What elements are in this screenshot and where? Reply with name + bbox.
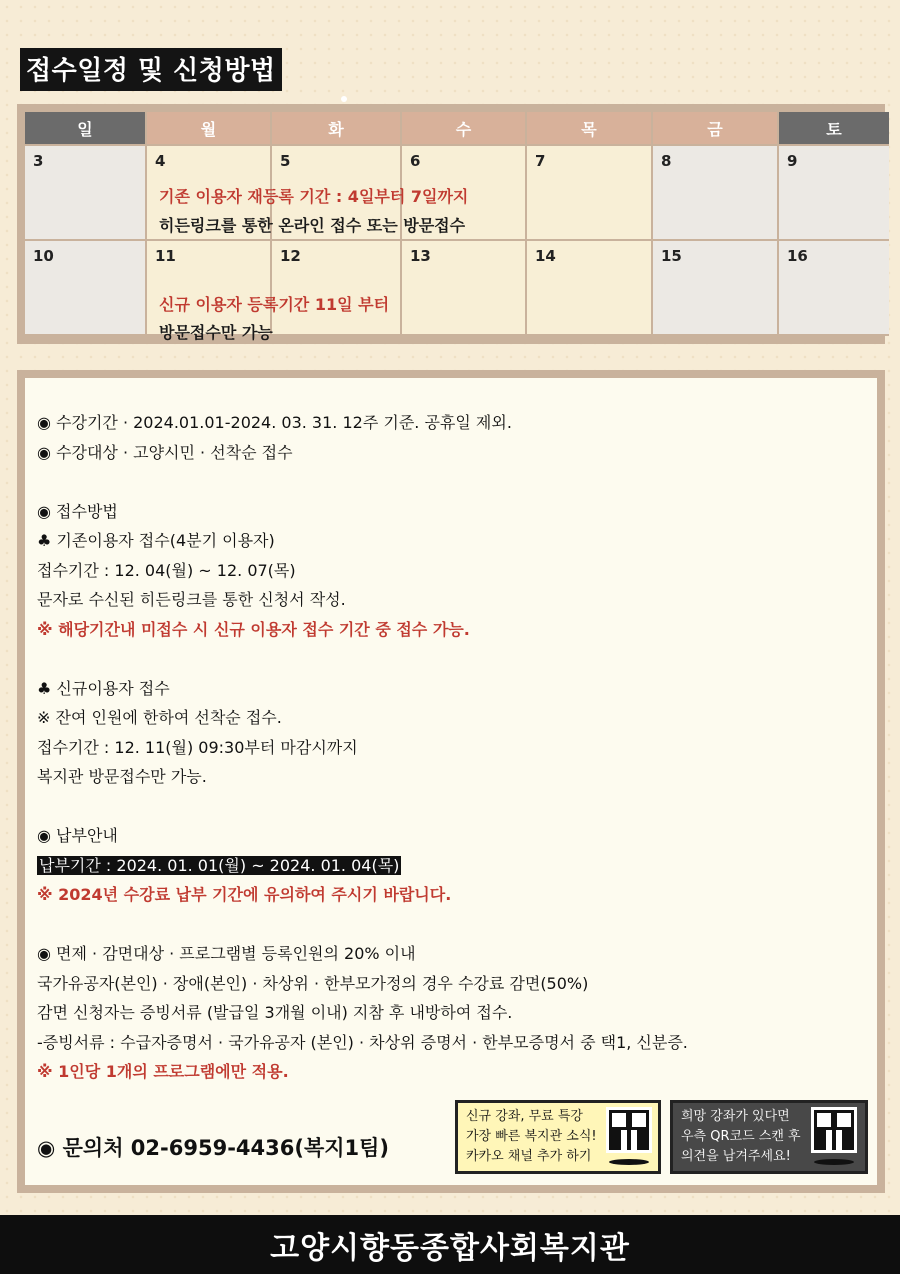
qr-code-icon[interactable] bbox=[606, 1107, 652, 1153]
spacer bbox=[37, 467, 865, 497]
day-header-thu: 목 bbox=[527, 112, 651, 146]
spacer bbox=[37, 644, 865, 674]
discount-eligibility: 국가유공자(본인) · 장애(본인) · 차상위 · 한부모가정의 경우 수강료 감면(50%) bbox=[37, 973, 589, 993]
date-cell: 7 bbox=[527, 146, 651, 241]
payment-heading: ◉ 납부안내 bbox=[37, 826, 118, 845]
qr-code-icon[interactable] bbox=[811, 1107, 857, 1153]
survey-line: 의견을 남겨주세요! bbox=[681, 1149, 791, 1164]
payment-warning: ※ 2024년 수강료 납부 기간에 유의하여 주시기 바랍니다. bbox=[37, 885, 452, 904]
qr-stand-icon bbox=[609, 1159, 649, 1165]
discount-documents: -증빙서류 : 수급자증명서 · 국가유공자 (본인) · 차상위 증명서 · 한부모증명서 중 택1, 신분증. bbox=[37, 1032, 688, 1052]
existing-users-heading: ♣ 기존이용자 접수(4분기 이용자) bbox=[37, 531, 275, 550]
calendar-grid bbox=[25, 112, 877, 342]
discount-procedure: 감면 신청자는 증빙서류 (발급일 3개월 이내) 지참 후 내방하여 접수. bbox=[37, 1003, 513, 1022]
section-title: 접수일정 및 신청방법 bbox=[20, 48, 282, 91]
date-cell: 4 bbox=[147, 146, 270, 241]
day-header-sat: 토 bbox=[779, 112, 889, 146]
new-users-heading: ♣ 신규이용자 접수 bbox=[37, 678, 170, 698]
info-content bbox=[25, 378, 877, 1185]
info-panel bbox=[17, 370, 885, 1193]
kakao-channel-box bbox=[455, 1100, 661, 1174]
date-cell: 5 bbox=[272, 146, 400, 241]
qr-stand-icon bbox=[814, 1159, 854, 1165]
survey-line: 희망 강좌가 있다면 bbox=[681, 1109, 790, 1124]
existing-users-method-note: 히든링크를 통한 온라인 접수 또는 방문접수 bbox=[159, 216, 466, 235]
payment-period: 납부기간 : 2024. 01. 01(월) ~ 2024. 01. 04(목) bbox=[39, 855, 400, 875]
existing-users-period: 접수기간 : 12. 04(월) ~ 12. 07(목) bbox=[37, 560, 296, 580]
date-cell: 15 bbox=[653, 241, 777, 336]
discount-limit: ※ 1인당 1개의 프로그램에만 적용. bbox=[37, 1062, 289, 1081]
date-cell: 14 bbox=[527, 241, 651, 336]
survey-line: 우측 QR코드 스캔 후 bbox=[681, 1129, 801, 1144]
new-users-period-note: 신규 이용자 등록기간 11일 부터 bbox=[159, 295, 390, 314]
day-header-wed: 수 bbox=[402, 112, 525, 146]
date-cell: 9 bbox=[779, 146, 889, 241]
survey-box bbox=[670, 1100, 868, 1174]
day-header-tue: 화 bbox=[272, 112, 400, 146]
discount-heading: ◉ 면제 · 감면대상 · 프로그램별 등록인원의 20% 이내 bbox=[37, 944, 416, 963]
day-header-fri: 금 bbox=[653, 112, 777, 146]
date-cell: 16 bbox=[779, 241, 889, 336]
day-header-sun: 일 bbox=[25, 112, 145, 146]
kakao-line: 카카오 채널 추가 하기 bbox=[466, 1149, 592, 1164]
date-cell: 12 bbox=[272, 241, 400, 336]
contact-phone: ◉ 문의처 02-6959-4436(복지1팀) bbox=[37, 1136, 390, 1160]
existing-users-warning: ※ 해당기간내 미접수 시 신규 이용자 접수 기간 중 접수 가능. bbox=[37, 619, 470, 639]
existing-users-period-note: 기존 이용자 재등록 기간 : 4일부터 7일까지 bbox=[159, 187, 469, 206]
date-cell: 10 bbox=[25, 241, 145, 336]
footer-org-name: 고양시향동종합사회복지관 bbox=[0, 1215, 900, 1274]
new-users-method-note: 방문접수만 가능 bbox=[159, 323, 273, 342]
payment-period-row bbox=[37, 851, 865, 881]
day-header-mon: 월 bbox=[147, 112, 270, 146]
course-target: ◉ 수강대상 · 고양시민 · 선착순 접수 bbox=[37, 442, 293, 462]
course-period: ◉ 수강기간 · 2024.01.01-2024. 03. 31. 12주 기준. 공휴일 제외. bbox=[37, 413, 512, 432]
date-cell: 13 bbox=[402, 241, 525, 336]
kakao-line: 신규 강좌, 무료 특강 bbox=[466, 1109, 583, 1124]
date-cell: 3 bbox=[25, 146, 145, 241]
date-cell: 8 bbox=[653, 146, 777, 241]
spacer bbox=[37, 910, 865, 940]
existing-users-method: 문자로 수신된 히든링크를 통한 신청서 작성. bbox=[37, 590, 346, 609]
date-cell: 6 bbox=[402, 146, 525, 241]
decorative-dot bbox=[341, 96, 347, 102]
kakao-line: 가장 빠른 복지관 소식! bbox=[466, 1129, 597, 1144]
spacer bbox=[37, 792, 865, 822]
registration-method-heading: ◉ 접수방법 bbox=[37, 501, 118, 521]
calendar bbox=[17, 104, 885, 344]
new-users-notice: ※ 잔여 인원에 한하여 선착순 접수. bbox=[37, 708, 282, 727]
new-users-method: 복지관 방문접수만 가능. bbox=[37, 767, 207, 786]
new-users-period: 접수기간 : 12. 11(월) 09:30부터 마감시까지 bbox=[37, 737, 358, 757]
date-cell: 11 bbox=[147, 241, 270, 336]
